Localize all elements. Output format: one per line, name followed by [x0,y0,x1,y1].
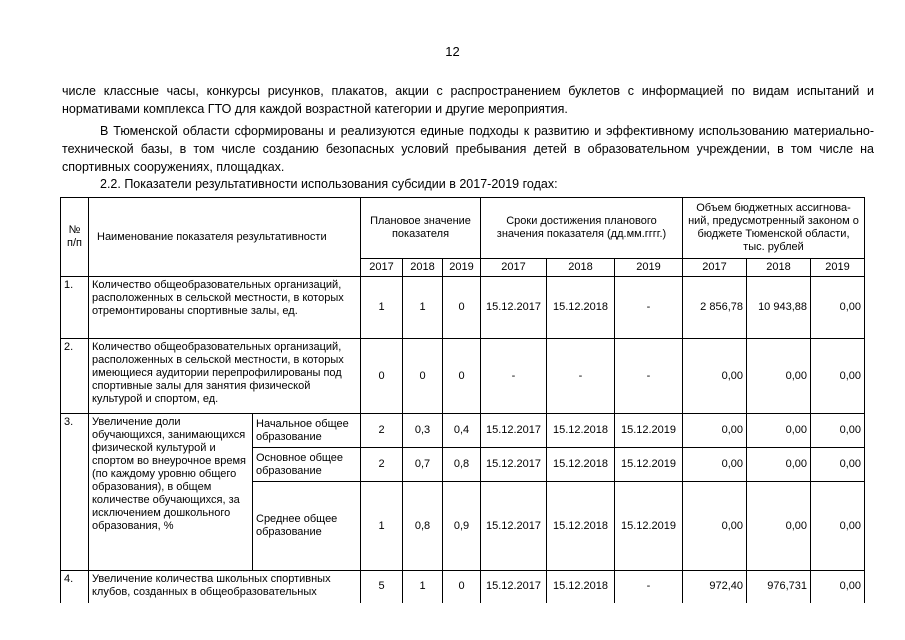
indicators-table [60,197,865,603]
education-level: Начальное общее образование [253,414,361,448]
plan-value: 0 [443,277,481,339]
section-heading: 2.2. Показатели результативности использования субсидии в 2017-2019 годах: [100,177,558,191]
plan-value: 0 [403,339,443,414]
term-value: - [615,571,683,603]
term-value: 15.12.2017 [481,414,547,448]
budget-value: 10 943,88 [747,277,811,339]
plan-value: 0 [443,339,481,414]
header-terms: Сроки достижения планового значения показателя (дд.мм.гггг.) [481,198,683,259]
plan-value: 2 [361,448,403,482]
year-cell: 2018 [547,259,615,277]
term-value: - [547,339,615,414]
plan-value: 0,9 [443,482,481,571]
term-value: - [481,339,547,414]
budget-value: 0,00 [683,339,747,414]
plan-value: 1 [361,482,403,571]
row-num: 2. [61,339,89,414]
plan-value: 0,8 [443,448,481,482]
plan-value: 0 [443,571,481,603]
budget-value: 0,00 [683,482,747,571]
plan-value: 1 [403,277,443,339]
budget-value: 0,00 [811,482,865,571]
year-cell: 2017 [683,259,747,277]
plan-value: 0,7 [403,448,443,482]
education-level: Основное общее образование [253,448,361,482]
term-value: 15.12.2018 [547,277,615,339]
plan-value: 1 [361,277,403,339]
plan-value: 0,4 [443,414,481,448]
header-budget: Объем бюджетных ассигнова-ний, предусмотренный законом о бюджете Тюменской области, тыс. рублей [683,198,865,259]
budget-value: 0,00 [811,277,865,339]
table-row [61,414,865,448]
budget-value: 0,00 [747,339,811,414]
row-name: Количество общеобразовательных организаций, расположенных в сельской местности, в которых имеющиеся аудитории перепрофилированы под спортивные залы для занятия физической культурой и спортом, ед. [89,339,361,414]
plan-value: 5 [361,571,403,603]
year-cell: 2019 [615,259,683,277]
table-row [61,339,865,414]
row-num: 1. [61,277,89,339]
education-level: Среднее общее образование [253,482,361,571]
term-value: 15.12.2018 [547,482,615,571]
page-number: 12 [445,44,460,59]
term-value: - [615,339,683,414]
budget-value: 0,00 [747,448,811,482]
budget-value: 0,00 [811,571,865,603]
table-header-row [61,198,865,259]
year-cell: 2019 [811,259,865,277]
header-name: Наименование показателя результативности [89,198,361,277]
term-value: 15.12.2019 [615,414,683,448]
year-cell: 2019 [443,259,481,277]
table-row [61,571,865,603]
row-num: 4. [61,571,89,603]
year-cell: 2017 [361,259,403,277]
budget-value: 0,00 [683,448,747,482]
term-value: 15.12.2017 [481,277,547,339]
header-plan: Плановое значение показателя [361,198,481,259]
table-row [61,277,865,339]
term-value: 15.12.2017 [481,571,547,603]
term-value: 15.12.2017 [481,448,547,482]
year-cell: 2018 [403,259,443,277]
term-value: - [615,277,683,339]
term-value: 15.12.2018 [547,448,615,482]
budget-value: 976,731 [747,571,811,603]
budget-value: 0,00 [811,448,865,482]
paragraph-infrastructure: В Тюменской области сформированы и реализуются единые подходы к развитию и эффективному использованию материально-технической базы, в том числе созданию безопасных условий пребывания детей в образовательном учреждении, в том числе на спортивных сооружениях, площадках. [62,124,874,174]
budget-value: 0,00 [683,414,747,448]
budget-value: 0,00 [811,339,865,414]
term-value: 15.12.2019 [615,448,683,482]
term-value: 15.12.2017 [481,482,547,571]
budget-value: 972,40 [683,571,747,603]
paragraph-continued: числе классные часы, конкурсы рисунков, плакатов, акции с распространением буклетов с информацией по видам испытаний и нормативами комплекса ГТО для каждой возрастной категории и другие мероприятия. [62,84,874,116]
budget-value: 0,00 [811,414,865,448]
plan-value: 0,3 [403,414,443,448]
term-value: 15.12.2019 [615,482,683,571]
plan-value: 0,8 [403,482,443,571]
budget-value: 0,00 [747,414,811,448]
year-cell: 2017 [481,259,547,277]
row-name: Количество общеобразовательных организаций, расположенных в сельской местности, в которых отремонтированы спортивные залы, ед. [89,277,361,339]
header-num: № п/п [61,198,89,277]
row-num: 3. [61,414,89,571]
plan-value: 1 [403,571,443,603]
term-value: 15.12.2018 [547,571,615,603]
row-name: Увеличение количества школьных спортивных клубов, созданных в общеобразовательных [89,571,361,603]
budget-value: 2 856,78 [683,277,747,339]
plan-value: 0 [361,339,403,414]
budget-value: 0,00 [747,482,811,571]
term-value: 15.12.2018 [547,414,615,448]
plan-value: 2 [361,414,403,448]
year-cell: 2018 [747,259,811,277]
row-name: Увеличение доли обучающихся, занимающихся физической культурой и спортом во внеурочное время (по каждому уровню общего образования), в общем количестве обучающихся, за исключением дошкольного образования, % [89,414,253,571]
